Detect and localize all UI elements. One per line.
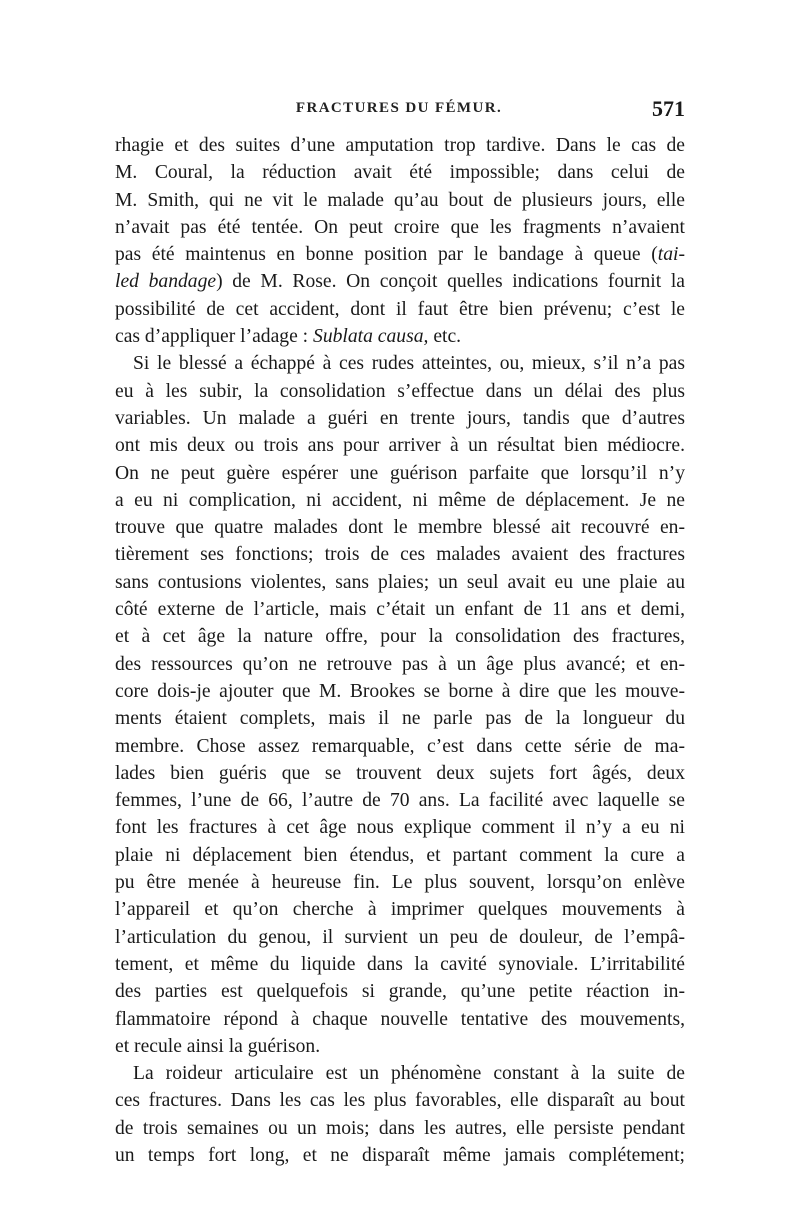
text-segment: font les fractures à cet âge nous explique comment il n’y a eu ni [115, 817, 685, 839]
text-segment: M. Smith, qui ne vit le malade qu’au bout de plusieurs jours, elle [115, 189, 685, 211]
paragraph [115, 350, 685, 1060]
text-segment: M. Coural, la réduction avait été impossible; dans celui de [115, 162, 685, 184]
text-segment: variables. Un malade a guéri en trente jours, tandis que d’autres [115, 407, 685, 429]
text-line [115, 405, 685, 432]
text-line [115, 350, 685, 377]
page-number: 571 [652, 96, 685, 121]
text-line [115, 760, 685, 787]
text-segment: n’avait pas été tentée. On peut croire que les fragments n’avaient [115, 216, 685, 238]
text-line [115, 296, 685, 323]
text-line [115, 487, 685, 514]
text-line [115, 241, 685, 268]
text-segment: l’articulation du genou, il survient un peu de douleur, de l’empâ- [115, 926, 685, 948]
text-line [115, 214, 685, 241]
text-line [115, 951, 685, 978]
body-text [115, 132, 685, 1169]
text-line [115, 814, 685, 841]
text-segment: eu à les subir, la consolidation s’effectue dans un délai des plus [115, 380, 685, 402]
text-segment: ments étaient complets, mais il ne parle pas de la longueur du [115, 708, 685, 730]
text-line [115, 623, 685, 650]
text-line [115, 842, 685, 869]
text-line [115, 514, 685, 541]
text-line [115, 1142, 685, 1169]
text-line [115, 1006, 685, 1033]
text-segment: trouve que quatre malades dont le membre blessé ait recouvré en- [115, 517, 685, 539]
text-segment: rhagie et des suites d’une amputation trop tardive. Dans le cas de [115, 135, 685, 156]
text-segment: ces fractures. Dans les cas les plus favorables, elle disparaît au bout [115, 1090, 685, 1112]
text-segment: a eu ni complication, ni accident, ni même de déplacement. Je ne [115, 489, 685, 511]
text-segment: etc. [428, 326, 462, 348]
paragraph [115, 132, 685, 350]
text-segment: et à cet âge la nature offre, pour la consolidation des fractures, [115, 626, 685, 648]
text-segment: pas été maintenus en bonne position par le bandage à queue ( [115, 244, 658, 266]
text-segment: pu être menée à heureuse fin. Le plus souvent, lorsqu’on enlève [115, 872, 685, 894]
text-line [115, 323, 685, 350]
paragraph [115, 1060, 685, 1169]
text-line [115, 1033, 685, 1060]
text-segment: l’appareil et qu’on cherche à imprimer quelques mouvements à [115, 899, 685, 921]
text-segment: Si le blessé a échappé à ces rudes atteintes, ou, mieux, s’il n’a pas [133, 353, 685, 375]
text-segment: La roideur articulaire est un phénomène constant à la suite de [133, 1063, 685, 1085]
text-segment: femmes, l’une de 66, l’autre de 70 ans. La facilité avec laquelle se [115, 790, 685, 812]
text-segment: côté externe de l’article, mais c’était un enfant de 11 ans et demi, [115, 599, 685, 621]
text-line [115, 978, 685, 1005]
text-line [115, 1115, 685, 1142]
text-segment: lades bien guéris que se trouvent deux sujets fort âgés, deux [115, 762, 685, 784]
text-line [115, 1060, 685, 1087]
text-segment: possibilité de cet accident, dont il faut être bien prévenu; c’est le [115, 298, 685, 320]
text-segment: On ne peut guère espérer une guérison parfaite que lorsqu’il n’y [115, 462, 685, 484]
italic-segment: tai- [657, 244, 685, 266]
text-line [115, 460, 685, 487]
running-head [113, 96, 685, 122]
text-segment: de trois semaines ou un mois; dans les autres, elle persiste pendant [115, 1117, 685, 1139]
text-segment: ont mis deux ou trois ans pour arriver à un résultat bien médiocre. [115, 435, 685, 457]
text-line [115, 132, 685, 159]
text-line [115, 268, 685, 295]
text-line [115, 541, 685, 568]
text-line [115, 378, 685, 405]
text-line [115, 187, 685, 214]
text-segment: un temps fort long, et ne disparaît même jamais complétement; [115, 1144, 685, 1166]
text-line [115, 705, 685, 732]
text-segment: des ressources qu’on ne retrouve pas à un âge plus avancé; et en- [115, 653, 685, 675]
text-segment: sans contusions violentes, sans plaies; un seul avait eu une plaie au [115, 571, 685, 593]
text-line [115, 678, 685, 705]
italic-segment: Sublata causa, [313, 326, 429, 348]
text-segment: core dois-je ajouter que M. Brookes se borne à dire que les mouve- [115, 680, 685, 702]
text-line [115, 869, 685, 896]
text-line [115, 651, 685, 678]
text-segment: membre. Chose assez remarquable, c’est dans cette série de ma- [115, 735, 685, 757]
text-segment: et recule ainsi la guérison. [115, 1035, 321, 1057]
italic-segment: led bandage [115, 271, 217, 293]
text-line [115, 159, 685, 186]
text-segment: flammatoire répond à chaque nouvelle tentative des mouvements, [115, 1008, 685, 1030]
text-line [115, 432, 685, 459]
text-segment: tement, et même du liquide dans la cavité synoviale. L’irritabilité [115, 953, 685, 975]
text-line [115, 1087, 685, 1114]
text-line [115, 569, 685, 596]
text-line [115, 787, 685, 814]
text-segment: tièrement ses fonctions; trois de ces malades avaient des fractures [115, 544, 685, 566]
text-line [115, 924, 685, 951]
text-line [115, 596, 685, 623]
text-line [115, 733, 685, 760]
text-segment: ) de M. Rose. On conçoit quelles indications fournit la [216, 271, 685, 293]
text-segment: des parties est quelquefois si grande, qu’une petite réaction in- [115, 981, 685, 1003]
text-segment: plaie ni déplacement bien étendus, et partant comment la cure a [115, 844, 685, 866]
text-line [115, 896, 685, 923]
running-title: FRACTURES DU FÉMUR. [295, 100, 503, 116]
text-segment: cas d’appliquer l’adage : [115, 326, 314, 348]
